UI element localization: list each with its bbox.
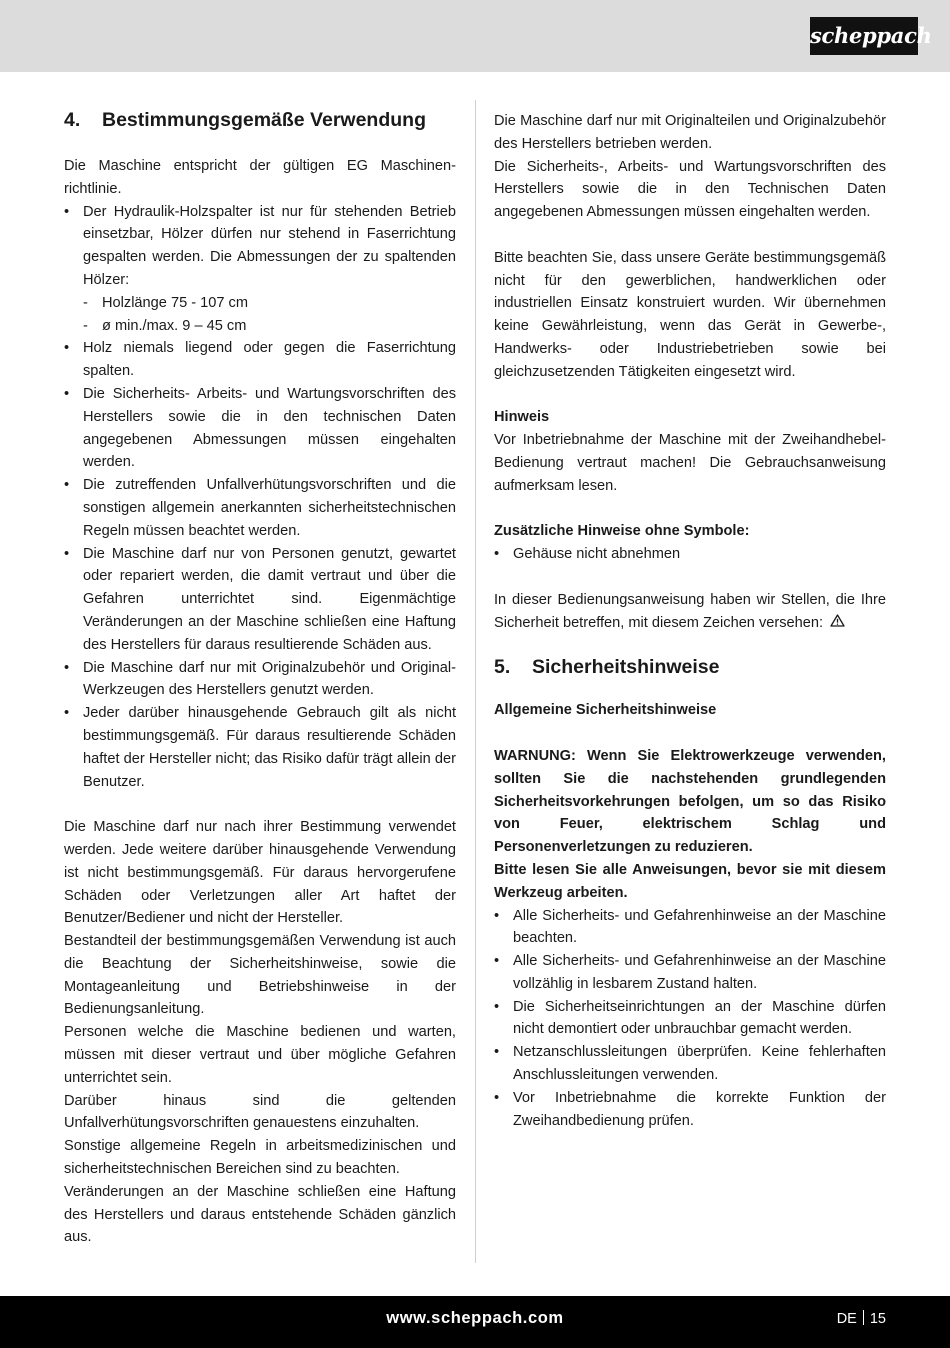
list-item: • Alle Sicherheits- und Gefahrenhinweise an der Maschine vollzählig in lesbarem Zustand halten. xyxy=(494,950,886,996)
list-item: • Jeder darüber hinausgehende Gebrauch gilt als nicht bestimmungsgemäß. Für daraus resultierende Schäden haftet der Hersteller nicht; das Risiko dafür trägt allein der Benutzer. xyxy=(64,702,456,793)
warning-text: WARNUNG: Wenn Sie Elektrowerkzeuge verwenden, sollten Sie die nachstehenden grundlegenden Sicherheitsvorkehrungen befolgen, um so das Risiko von Feuer, elektrischem Schlag und Personenverletzungen zu reduzieren. xyxy=(494,747,886,856)
section-title: Sicherheitshinweise xyxy=(532,656,720,679)
list-item: • Die Maschine darf nur mit Originalzubehör und Original-Werkzeugen des Herstellers genutzt werden. xyxy=(64,657,456,703)
right-column xyxy=(494,110,886,1132)
list-item: • Vor Inbetriebnahme die korrekte Funktion der Zweihandbedienung prüfen. xyxy=(494,1087,886,1133)
website-url: www.scheppach.com xyxy=(386,1309,564,1327)
list-item: - ø min./max. 9 – 45 cm xyxy=(83,315,456,338)
dimension-list xyxy=(83,292,456,338)
warning-triangle-icon xyxy=(830,612,845,635)
usage-list xyxy=(64,201,456,794)
list-item: - Holzlänge 75 - 107 cm xyxy=(83,292,456,315)
section-4-heading xyxy=(64,108,456,132)
list-item: • Netzanschlussleitungen überprüfen. Keine fehlerhaften Anschlussleitungen verwenden. xyxy=(494,1041,886,1087)
paragraph: Die Sicherheits-, Arbeits- und Wartungsvorschriften des Herstellers sowie die in den Technischen Daten angegebenen Abmessungen müssen eingehalten werden. xyxy=(494,158,886,221)
symbol-paragraph xyxy=(494,589,886,635)
additional-notes-list xyxy=(494,543,886,566)
paragraph: Die Maschine darf nur nach ihrer Bestimmung verwendet werden. Jede weitere darüber hinausgehende Verwendung ist nicht bestimmungsgemäß. Für daraus hervorgerufene Schäden oder Verletzungen aller Art haftet der Benutzer/Bediener und nicht der Hersteller. xyxy=(64,819,456,927)
list-item: • Gehäuse nicht abnehmen xyxy=(494,543,886,566)
scheppach-logo: scheppach xyxy=(810,17,918,55)
list-item: • Alle Sicherheits- und Gefahrenhinweise an der Maschine beachten. xyxy=(494,905,886,951)
list-item: • Die zutreffenden Unfallverhütungsvorschriften und die sonstigen allgemein anerkannten sicherheitstechnischen Regeln müssen beachtet werden. xyxy=(64,474,456,542)
section-5-heading xyxy=(494,655,886,679)
list-item: • Die Sicherheitseinrichtungen an der Maschine dürfen nicht demontiert oder unbrauchbar gemacht werden. xyxy=(494,996,886,1042)
safety-list xyxy=(494,905,886,1133)
list-item-text: Der Hydraulik-Holzspalter ist nur für stehenden Betrieb einsetzbar, Hölzer dürfen nur stehend in Faserrichtung gespalten werden. Die Abmessungen der zu spaltenden Hölzer: xyxy=(83,203,456,288)
page-number: 15 xyxy=(869,1311,886,1327)
read-instructions-text: Bitte lesen Sie alle Anweisungen, bevor sie mit diesem Werkzeug arbeiten. xyxy=(494,861,886,901)
language-code: DE xyxy=(836,1311,857,1327)
hinweis-text: Vor Inbetriebnahme der Maschine mit der Zweihandhebel-Bedienung vertraut machen! Die Gebrauchsanweisung aufmerksam lesen. xyxy=(494,432,886,494)
symbol-text: In dieser Bedienungsanweisung haben wir Stellen, die Ihre Sicherheit betreffen, mit diesem Zeichen versehen: xyxy=(494,591,886,631)
paragraph: Bestandteil der bestimmungsgemäßen Verwendung ist auch die Beachtung der Sicherheitshinweise, sowie die Montageanleitung und Betriebshinweise in der Bedienungsanleitung. xyxy=(64,933,456,1018)
additional-notes-title: Zusätzliche Hinweise ohne Symbole: xyxy=(494,523,750,540)
hinweis-title: Hinweis xyxy=(494,409,550,426)
intro-text: Die Maschine entspricht der gültigen EG Maschinen-richtlinie. xyxy=(64,158,456,197)
list-item xyxy=(64,201,456,338)
section-number: 5. xyxy=(494,656,511,679)
paragraph: Veränderungen an der Maschine schließen eine Haftung des Herstellers und daraus entstehende Schäden gänzlich aus. xyxy=(64,1183,456,1246)
paragraph: Personen welche die Maschine bedienen und warten, müssen mit dieser vertraut und über mögliche Gefahren unterrichtet sein. xyxy=(64,1024,456,1086)
list-item: • Die Maschine darf nur von Personen genutzt, gewartet oder repariert werden, die damit vertraut und über die Gefahren unterrichtet sind. Eigenmächtige Veränderungen an der Maschine schließen eine Haftung des Herstellers für daraus resultierende Schäden aus. xyxy=(64,543,456,657)
list-item: • Holz niemals liegend oder gegen die Faserrichtung spalten. xyxy=(64,337,456,383)
paragraph: Die Maschine darf nur mit Originalteilen und Originalzubehör des Herstellers betrieben werden. xyxy=(494,113,886,152)
footer-bar xyxy=(0,1296,950,1348)
paragraph: Darüber hinaus sind die geltenden Unfallverhütungsvorschriften genauestens einzuhalten. xyxy=(64,1092,456,1132)
left-column xyxy=(64,108,456,1249)
page-info xyxy=(837,1310,886,1327)
list-item: • Die Sicherheits- Arbeits- und Wartungsvorschriften des Herstellers sowie die in den technischen Daten angegebenen Abmessungen müssen eingehalten werden. xyxy=(64,383,456,474)
section-title: Bestimmungsgemäße Verwendung xyxy=(102,109,426,131)
header-bar xyxy=(0,0,950,72)
paragraph: Sonstige allgemeine Regeln in arbeitsmedizinischen und sicherheitstechnischen Bereichen sind zu beachten. xyxy=(64,1138,456,1178)
paragraph: Bitte beachten Sie, dass unsere Geräte bestimmungsgemäß nicht für den gewerblichen, handwerklichen oder industriellen Einsatz konstruiert wurden. Wir übernehmen keine Gewährleistung, wenn das Gerät in Gewerbe-, Handwerks- oder Industriebetrieben sowie bei gleichzusetzenden Tätigkeiten eingesetzt wird. xyxy=(494,249,886,380)
section-number: 4. xyxy=(64,109,81,131)
general-safety-subheading: Allgemeine Sicherheitshinweise xyxy=(494,702,717,719)
column-divider xyxy=(475,100,476,1263)
